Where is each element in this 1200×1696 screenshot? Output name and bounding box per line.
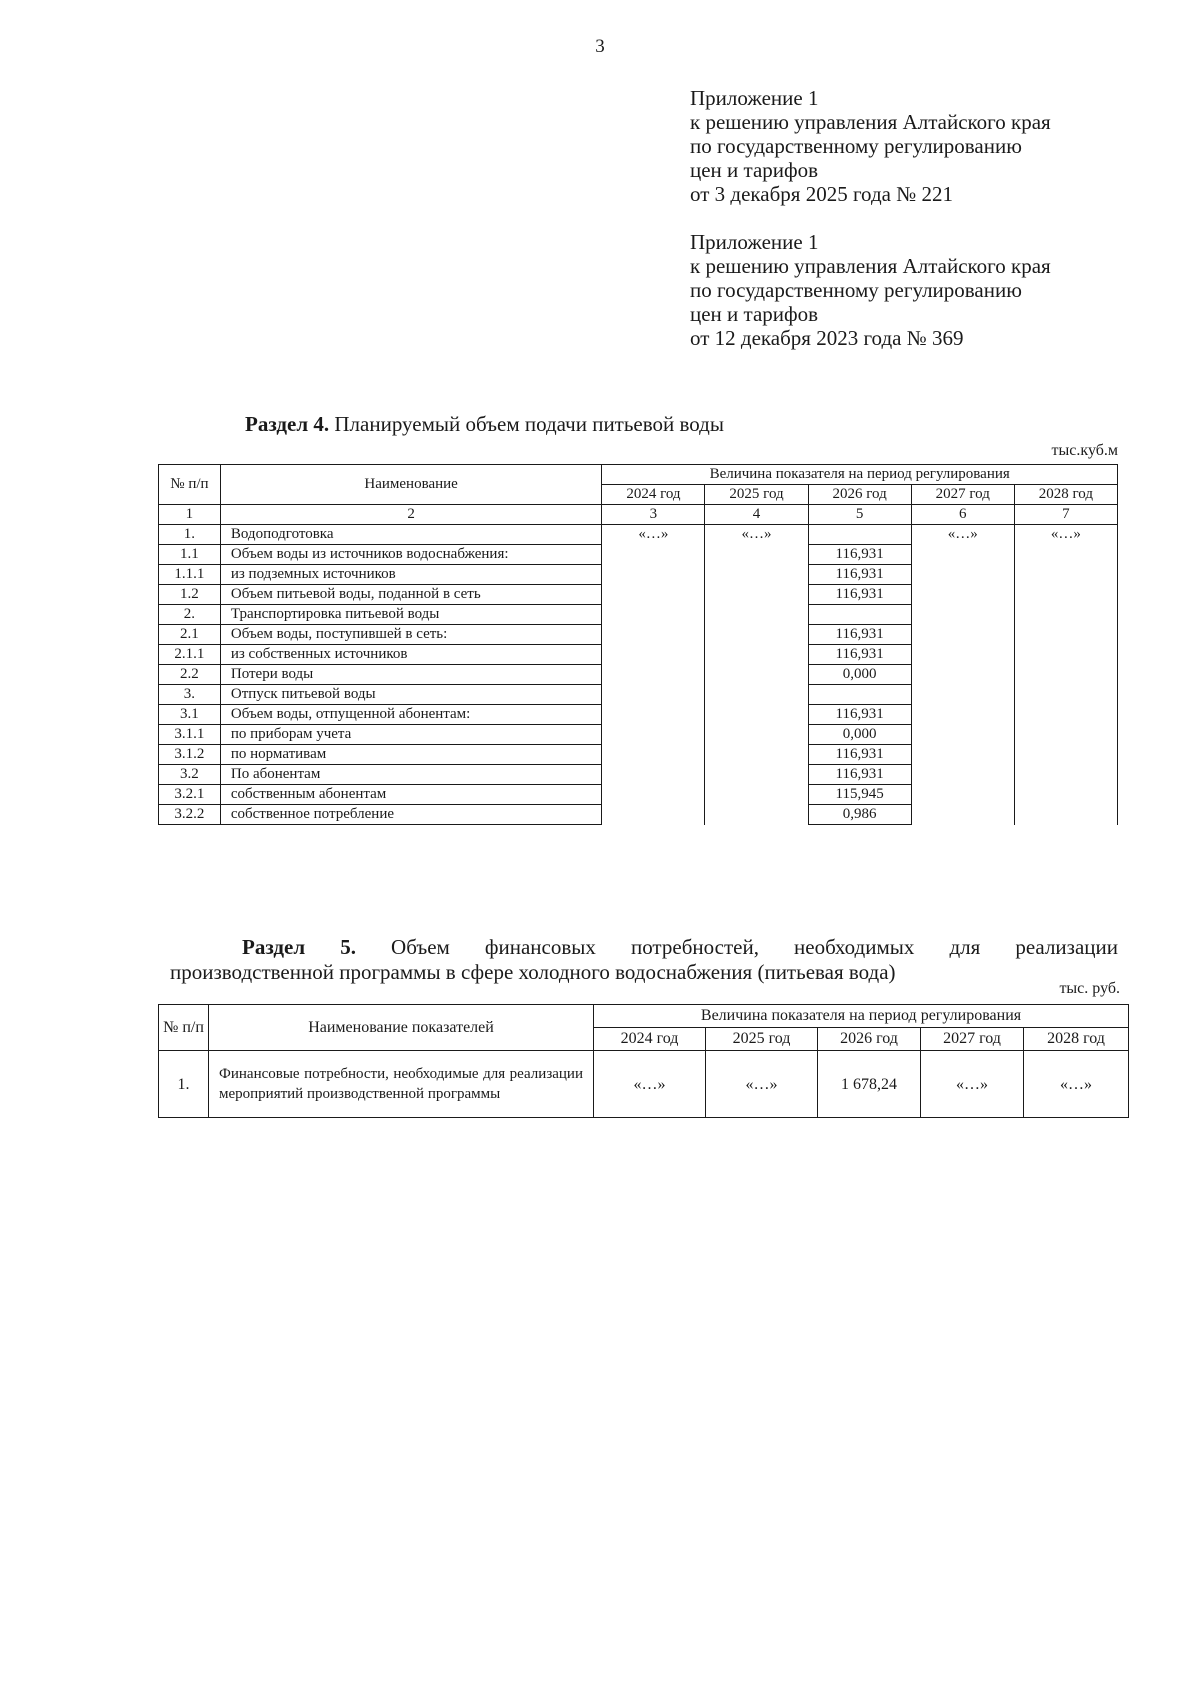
table-header-row	[159, 465, 1118, 485]
row-name: собственное потребление	[220, 805, 602, 825]
value-2027: «…»	[911, 525, 1014, 545]
appendix-line: цен и тарифов	[690, 302, 819, 326]
header-year: 2027 год	[911, 485, 1014, 505]
value-2026	[808, 685, 911, 705]
appendix-header-previous	[690, 230, 1051, 350]
row-num: 1.	[159, 1051, 209, 1118]
empty-cell	[911, 545, 1014, 825]
appendix-line: цен и тарифов	[690, 158, 819, 182]
column-number: 2	[220, 505, 602, 525]
empty-cell	[1014, 545, 1117, 825]
row-num: 2.	[159, 605, 221, 625]
value-2025: «…»	[705, 525, 808, 545]
value-2026: 116,931	[808, 745, 911, 765]
column-number: 7	[1014, 505, 1117, 525]
value-2024: «…»	[594, 1051, 706, 1118]
row-num: 1.1.1	[159, 565, 221, 585]
row-name: по приборам учета	[220, 725, 602, 745]
value-2026	[808, 605, 911, 625]
header-year: 2025 год	[706, 1028, 818, 1051]
section5-table	[158, 1004, 1129, 1118]
value-2026: 116,931	[808, 765, 911, 785]
row-num: 3.1.1	[159, 725, 221, 745]
section4-table	[158, 464, 1118, 825]
row-num: 1.1	[159, 545, 221, 565]
section4-title-text: Планируемый объем подачи питьевой воды	[334, 412, 724, 436]
appendix-header-current	[690, 86, 1051, 206]
row-num: 1.2	[159, 585, 221, 605]
value-2026: 116,931	[808, 565, 911, 585]
table-column-numbers-row	[159, 505, 1118, 525]
row-name: Отпуск питьевой воды	[220, 685, 602, 705]
header-year: 2028 год	[1024, 1028, 1129, 1051]
value-2024: «…»	[602, 525, 705, 545]
table-row	[159, 525, 1118, 545]
row-name: из подземных источников	[220, 565, 602, 585]
row-name: Объем воды из источников водоснабжения:	[220, 545, 602, 565]
row-name: из собственных источников	[220, 645, 602, 665]
row-num: 3.2.1	[159, 785, 221, 805]
row-num: 3.1	[159, 705, 221, 725]
section4-title	[245, 412, 724, 437]
row-name: По абонентам	[220, 765, 602, 785]
header-year: 2027 год	[921, 1028, 1024, 1051]
section4-label: Раздел 4.	[245, 412, 330, 436]
section5-title-line1: Объем финансовых потребностей, необходимых для реализации	[391, 935, 1118, 959]
row-num: 2.1.1	[159, 645, 221, 665]
row-name: Финансовые потребности, необходимые для реализации мероприятий производственной программы	[209, 1051, 594, 1118]
section5-title	[170, 935, 1118, 985]
value-2026: 116,931	[808, 705, 911, 725]
header-year: 2024 год	[602, 485, 705, 505]
appendix-line: от 3 декабря 2025 года № 221	[690, 182, 953, 206]
header-num: № п/п	[159, 1005, 209, 1051]
table-header-row	[159, 1005, 1129, 1028]
value-2026: 116,931	[808, 625, 911, 645]
empty-cell	[705, 545, 808, 825]
row-num: 3.1.2	[159, 745, 221, 765]
value-2026: 0,000	[808, 725, 911, 745]
value-2027: «…»	[921, 1051, 1024, 1118]
row-num: 1.	[159, 525, 221, 545]
column-number: 6	[911, 505, 1014, 525]
appendix-line: Приложение 1	[690, 230, 819, 254]
empty-cell	[602, 545, 705, 825]
value-2026: 116,931	[808, 545, 911, 565]
section4-unit: тыс.куб.м	[1051, 442, 1118, 459]
column-number: 5	[808, 505, 911, 525]
header-name: Наименование показателей	[209, 1005, 594, 1051]
header-year: 2024 год	[594, 1028, 706, 1051]
row-num: 2.2	[159, 665, 221, 685]
row-num: 3.2	[159, 765, 221, 785]
value-2025: «…»	[706, 1051, 818, 1118]
row-name: Транспортировка питьевой воды	[220, 605, 602, 625]
header-name: Наименование	[220, 465, 602, 505]
row-name: по нормативам	[220, 745, 602, 765]
row-name: Потери воды	[220, 665, 602, 685]
row-num: 3.	[159, 685, 221, 705]
row-num: 2.1	[159, 625, 221, 645]
header-num: № п/п	[159, 465, 221, 505]
appendix-line: Приложение 1	[690, 86, 819, 110]
header-year: 2028 год	[1014, 485, 1117, 505]
header-period: Величина показателя на период регулирования	[594, 1005, 1129, 1028]
value-2026: 0,986	[808, 805, 911, 825]
row-name: Объем воды, поступившей в сеть:	[220, 625, 602, 645]
section5-label: Раздел 5.	[242, 935, 356, 959]
column-number: 3	[602, 505, 705, 525]
row-num: 3.2.2	[159, 805, 221, 825]
header-year: 2025 год	[705, 485, 808, 505]
header-period: Величина показателя на период регулирования	[602, 465, 1118, 485]
row-name: Объем питьевой воды, поданной в сеть	[220, 585, 602, 605]
value-2026: 1 678,24	[818, 1051, 921, 1118]
appendix-line: от 12 декабря 2023 года № 369	[690, 326, 964, 350]
value-2028: «…»	[1014, 525, 1117, 545]
value-2026: 0,000	[808, 665, 911, 685]
appendix-line: по государственному регулированию	[690, 134, 1022, 158]
appendix-line: к решению управления Алтайского края	[690, 254, 1051, 278]
value-2026: 116,931	[808, 585, 911, 605]
column-number: 1	[159, 505, 221, 525]
appendix-line: по государственному регулированию	[690, 278, 1022, 302]
table-row	[159, 545, 1118, 565]
column-number: 4	[705, 505, 808, 525]
page-number: 3	[595, 36, 605, 57]
value-2026	[808, 525, 911, 545]
appendix-line: к решению управления Алтайского края	[690, 110, 1051, 134]
section5-title-line2: производственной программы в сфере холодного водоснабжения (питьевая вода)	[170, 960, 896, 984]
row-name: Объем воды, отпущенной абонентам:	[220, 705, 602, 725]
value-2026: 116,931	[808, 645, 911, 665]
section5-unit: тыс. руб.	[1059, 980, 1120, 997]
header-year: 2026 год	[808, 485, 911, 505]
value-2028: «…»	[1024, 1051, 1129, 1118]
header-year: 2026 год	[818, 1028, 921, 1051]
row-name: собственным абонентам	[220, 785, 602, 805]
row-name: Водоподготовка	[220, 525, 602, 545]
table-row	[159, 1051, 1129, 1118]
value-2026: 115,945	[808, 785, 911, 805]
